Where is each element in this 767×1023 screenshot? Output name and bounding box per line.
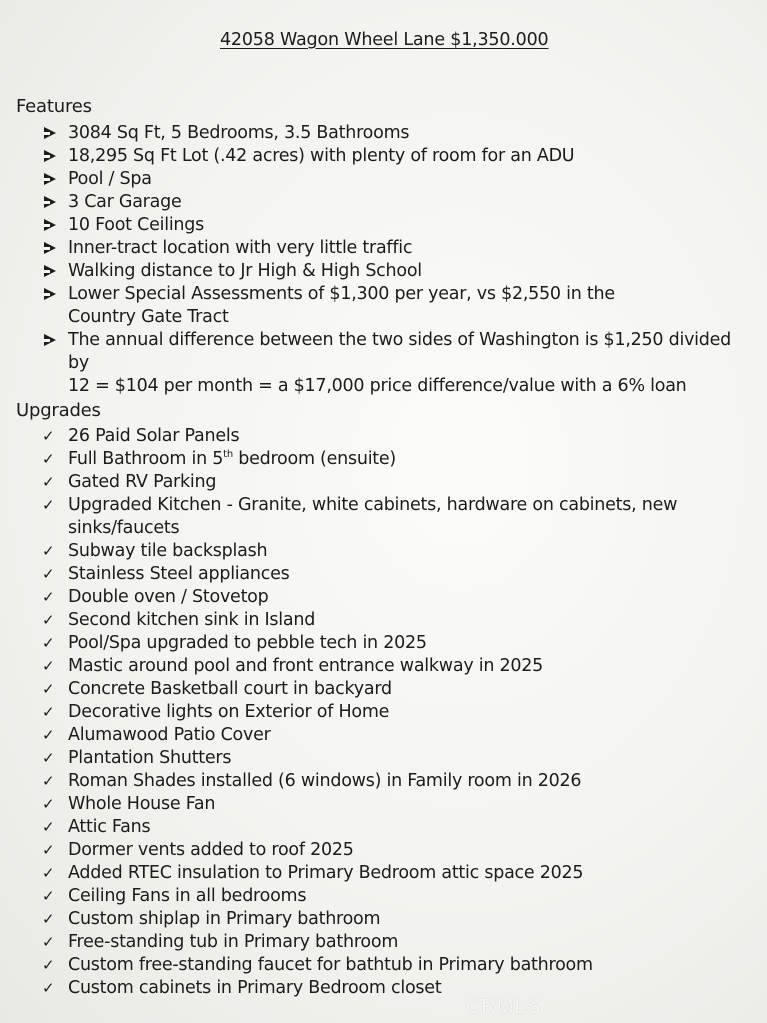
list-item-text: Walking distance to Jr High & High School	[68, 261, 422, 281]
checkmark-icon: ✓	[42, 427, 55, 445]
list-item-text: Double oven / Stovetop	[68, 587, 269, 607]
list-item	[42, 793, 757, 816]
arrow-bullet-icon	[42, 145, 62, 168]
list-item-text: Whole House Fan	[68, 794, 216, 814]
list-item-text: Custom cabinets in Primary Bedroom closet	[68, 978, 442, 998]
list-item	[42, 283, 757, 329]
list-item	[42, 931, 757, 954]
list-item	[42, 908, 757, 931]
list-item	[42, 586, 757, 609]
list-item	[42, 237, 757, 260]
list-item-text: Full Bathroom in 5th bedroom (ensuite)	[68, 449, 397, 469]
checkmark-icon: ✓	[42, 496, 55, 514]
arrow-bullet-icon	[42, 168, 62, 191]
checkmark-icon: ✓	[42, 680, 55, 698]
list-item	[42, 168, 757, 191]
list-item	[42, 471, 757, 494]
list-item	[42, 191, 757, 214]
checkmark-icon: ✓	[42, 772, 55, 790]
checkmark-icon: ✓	[42, 611, 55, 629]
list-item	[42, 724, 757, 747]
list-item	[42, 655, 757, 678]
list-item-text: 26 Paid Solar Panels	[68, 426, 240, 446]
arrow-bullet-icon	[42, 329, 62, 352]
list-item-text: Stainless Steel appliances	[68, 564, 290, 584]
checkmark-icon: ✓	[42, 726, 55, 744]
upgrades-heading: Upgrades	[16, 400, 101, 421]
checkmark-icon: ✓	[42, 933, 55, 951]
arrow-bullet-icon	[42, 122, 62, 145]
list-item-text: Upgraded Kitchen - Granite, white cabinets, hardware on cabinets, new sinks/faucets	[68, 495, 678, 538]
checkmark-icon: ✓	[42, 473, 55, 491]
list-item-text: Decorative lights on Exterior of Home	[68, 702, 390, 722]
list-item	[42, 329, 757, 398]
checkmark-icon: ✓	[42, 956, 55, 974]
list-item	[42, 678, 757, 701]
checkmark-icon: ✓	[42, 588, 55, 606]
checkmark-icon: ✓	[42, 910, 55, 928]
list-item	[42, 563, 757, 586]
features-heading: Features	[16, 96, 92, 117]
checkmark-icon: ✓	[42, 703, 55, 721]
list-item	[42, 214, 757, 237]
arrow-bullet-icon	[42, 191, 62, 214]
list-item-text: Concrete Basketball court in backyard	[68, 679, 392, 699]
list-item	[42, 425, 757, 448]
list-item-text: 10 Foot Ceilings	[68, 215, 204, 235]
arrow-bullet-icon	[42, 214, 62, 237]
list-item	[42, 839, 757, 862]
list-item	[42, 862, 757, 885]
list-item-text: Gated RV Parking	[68, 472, 217, 492]
list-item	[42, 609, 757, 632]
checkmark-icon: ✓	[42, 795, 55, 813]
list-item	[42, 701, 757, 724]
list-item-text: Pool/Spa upgraded to pebble tech in 2025	[68, 633, 427, 653]
list-item	[42, 494, 757, 540]
list-item-text: Custom free-standing faucet for bathtub in Primary bathroom	[68, 955, 593, 975]
list-item-text: 18,295 Sq Ft Lot (.42 acres) with plenty of room for an ADU	[68, 146, 575, 166]
checkmark-icon: ✓	[42, 657, 55, 675]
features-list	[42, 122, 757, 398]
list-item	[42, 885, 757, 908]
list-item-text: Lower Special Assessments of $1,300 per year, vs $2,550 in the Country Gate Tract	[68, 284, 615, 327]
list-item-text: Second kitchen sink in Island	[68, 610, 316, 630]
list-item-text: Ceiling Fans in all bedrooms	[68, 886, 307, 906]
list-item	[42, 260, 757, 283]
list-item-text: Roman Shades installed (6 windows) in Family room in 2026	[68, 771, 582, 791]
checkmark-icon: ✓	[42, 887, 55, 905]
checkmark-icon: ✓	[42, 818, 55, 836]
list-item	[42, 448, 757, 471]
ordinal-superscript: th	[223, 449, 233, 461]
checkmark-icon: ✓	[42, 450, 55, 468]
list-item	[42, 632, 757, 655]
arrow-bullet-icon	[42, 237, 62, 260]
page-title: 42058 Wagon Wheel Lane $1,350.000	[220, 30, 549, 50]
list-item	[42, 977, 757, 1000]
list-item-text: Free-standing tub in Primary bathroom	[68, 932, 399, 952]
list-item-text: Alumawood Patio Cover	[68, 725, 271, 745]
list-item	[42, 540, 757, 563]
list-item-text: Custom shiplap in Primary bathroom	[68, 909, 381, 929]
list-item-text: Subway tile backsplash	[68, 541, 268, 561]
arrow-bullet-icon	[42, 260, 62, 283]
checkmark-icon: ✓	[42, 749, 55, 767]
list-item-text: Mastic around pool and front entrance walkway in 2025	[68, 656, 544, 676]
list-item-text: The annual difference between the two sides of Washington is $1,250 divided by 12 = $104 per month = a $17,000 price difference/value with a 6% loan	[68, 330, 732, 396]
checkmark-icon: ✓	[42, 841, 55, 859]
list-item-text: Inner-tract location with very little traffic	[68, 238, 413, 258]
list-item-text: 3 Car Garage	[68, 192, 182, 212]
checkmark-icon: ✓	[42, 979, 55, 997]
checkmark-icon: ✓	[42, 542, 55, 560]
list-item	[42, 145, 757, 168]
list-item	[42, 122, 757, 145]
checkmark-icon: ✓	[42, 634, 55, 652]
list-item	[42, 816, 757, 839]
list-item	[42, 747, 757, 770]
list-item-text: Plantation Shutters	[68, 748, 232, 768]
checkmark-icon: ✓	[42, 864, 55, 882]
list-item-text: Attic Fans	[68, 817, 151, 837]
upgrades-list	[42, 425, 757, 1000]
list-item	[42, 954, 757, 977]
arrow-bullet-icon	[42, 283, 62, 306]
list-item-text: Dormer vents added to roof 2025	[68, 840, 354, 860]
list-item-text: 3084 Sq Ft, 5 Bedrooms, 3.5 Bathrooms	[68, 123, 410, 143]
checkmark-icon: ✓	[42, 565, 55, 583]
list-item	[42, 770, 757, 793]
list-item-text: Added RTEC insulation to Primary Bedroom attic space 2025	[68, 863, 584, 883]
crmls-watermark: CRMLS	[465, 996, 541, 1018]
list-item-text: Pool / Spa	[68, 169, 152, 189]
